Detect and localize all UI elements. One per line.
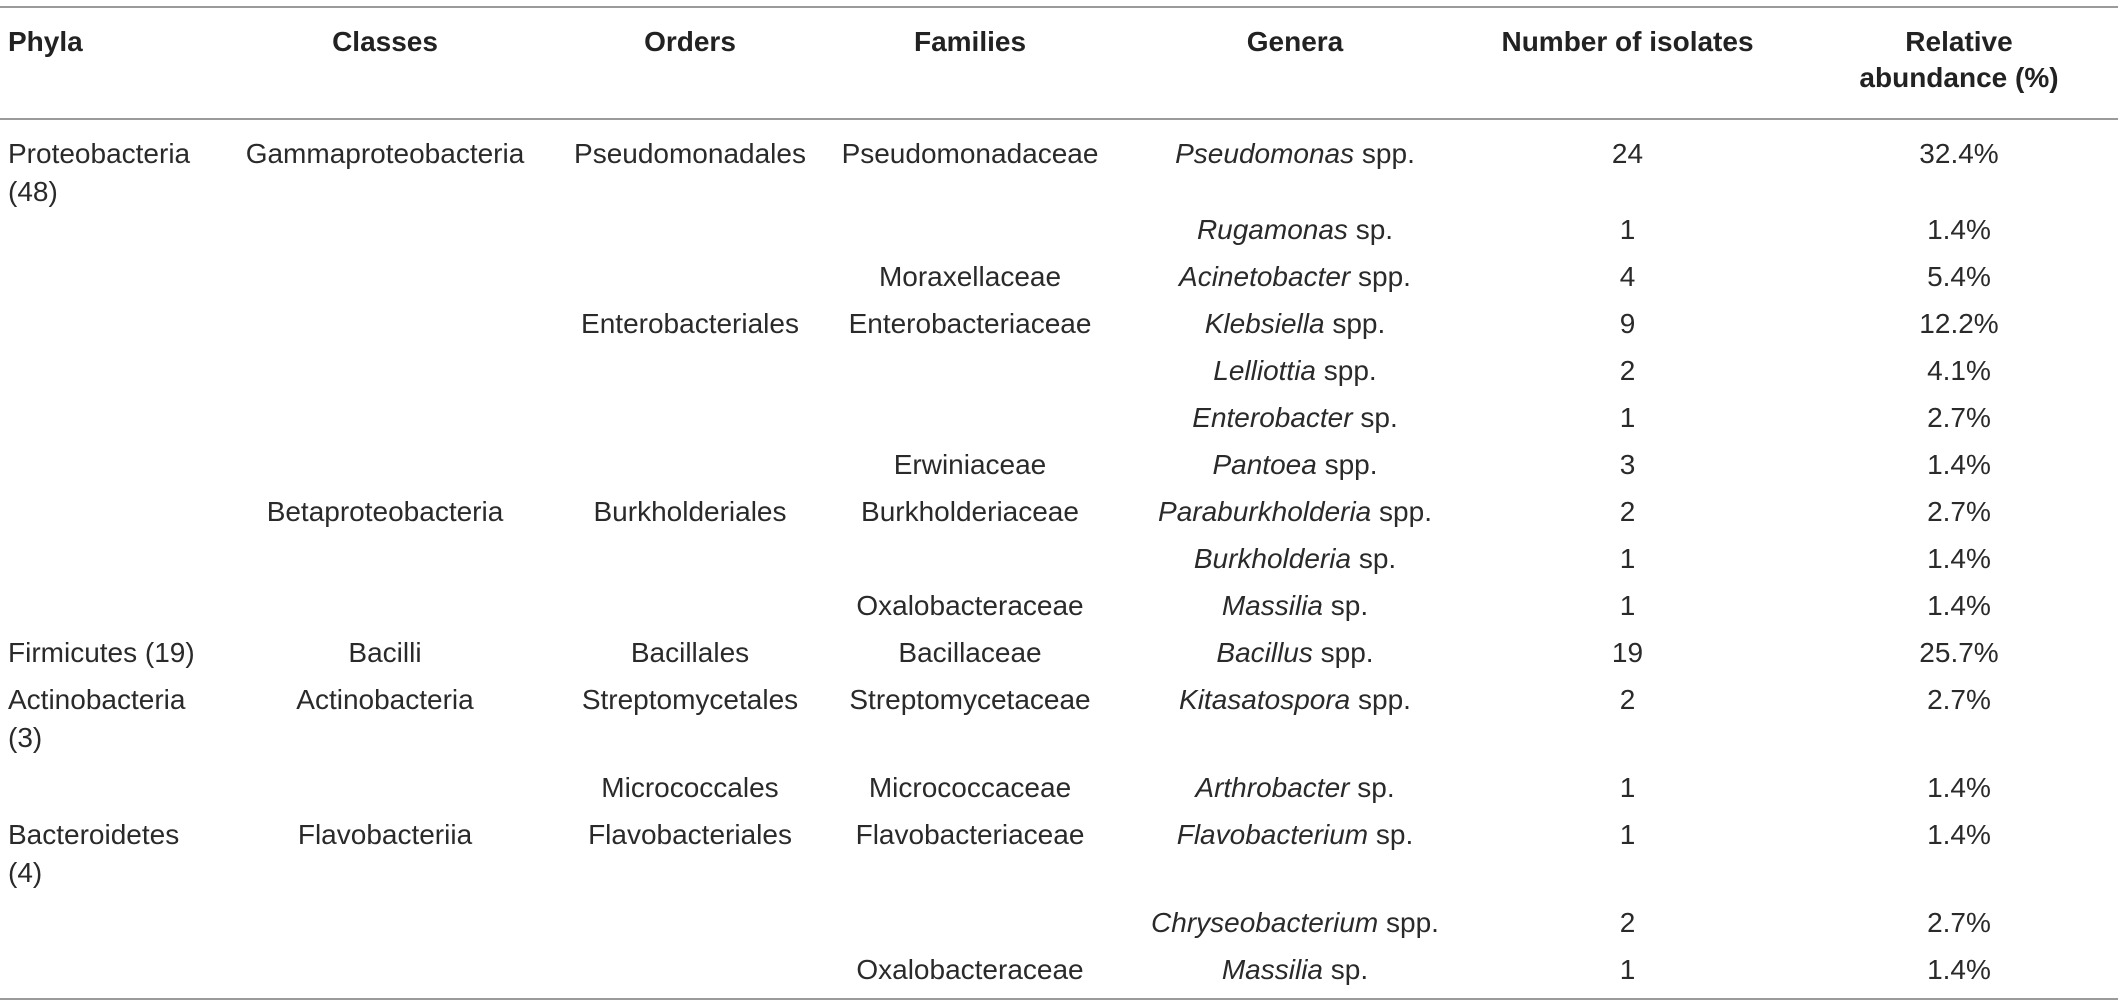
cell-abundance: 1.4% bbox=[1927, 590, 1991, 621]
cell-abundance: 2.7% bbox=[1927, 496, 1991, 527]
cell-abundance: 1.4% bbox=[1927, 819, 1991, 850]
cell-phylum bbox=[0, 769, 215, 816]
cell-genus bbox=[1115, 769, 1475, 816]
cell-order bbox=[555, 951, 825, 999]
genus-space bbox=[1317, 449, 1325, 480]
species-suffix: sp. bbox=[1330, 590, 1369, 621]
table-row bbox=[0, 681, 2118, 769]
genus-name: Burkholderia bbox=[1193, 543, 1352, 574]
cell-class bbox=[215, 399, 555, 446]
cell-order bbox=[555, 399, 825, 446]
species-suffix: spp. bbox=[1386, 907, 1439, 938]
cell-abundance: 1.4% bbox=[1927, 449, 1991, 480]
cell-phylum bbox=[0, 951, 215, 999]
species-suffix: spp. bbox=[1320, 637, 1374, 668]
cell-phylum bbox=[0, 211, 215, 258]
genus-name: Rugamonas bbox=[1196, 214, 1348, 245]
cell-isolates: 1 bbox=[1619, 954, 1636, 985]
cell-phylum bbox=[0, 587, 215, 634]
taxonomy-table bbox=[0, 6, 2118, 1000]
cell-phylum bbox=[0, 540, 215, 587]
genus-name: Kitasatospora bbox=[1179, 684, 1351, 715]
cell-isolates: 1 bbox=[1619, 543, 1636, 574]
cell-family bbox=[825, 904, 1115, 951]
cell-order bbox=[555, 904, 825, 951]
genus-name: Pantoea bbox=[1212, 449, 1317, 480]
genus-name: Massilia bbox=[1221, 954, 1323, 985]
cell-class bbox=[215, 446, 555, 493]
cell-abundance: 25.7% bbox=[1919, 637, 1999, 668]
species-suffix: spp. bbox=[1323, 355, 1377, 386]
cell-order bbox=[555, 211, 825, 258]
table-row bbox=[0, 305, 2118, 352]
cell-family bbox=[825, 211, 1115, 258]
species-suffix: sp. bbox=[1357, 772, 1395, 803]
species-suffix: spp. bbox=[1358, 684, 1411, 715]
cell-class bbox=[215, 211, 555, 258]
cell-isolates: 4 bbox=[1619, 261, 1636, 292]
cell-phylum bbox=[0, 305, 215, 352]
cell-genus bbox=[1115, 399, 1475, 446]
cell-family: Flavobacteriaceae bbox=[855, 819, 1085, 850]
cell-family: Micrococcaceae bbox=[868, 772, 1072, 803]
cell-family: Enterobacteriaceae bbox=[848, 308, 1092, 339]
cell-genus bbox=[1115, 211, 1475, 258]
cell-isolates: 2 bbox=[1619, 907, 1636, 938]
cell-genus bbox=[1115, 540, 1475, 587]
cell-order bbox=[555, 540, 825, 587]
table-row bbox=[0, 816, 2118, 904]
table-row bbox=[0, 352, 2118, 399]
genus-space bbox=[1378, 907, 1386, 938]
cell-class: Flavobacteriia bbox=[297, 819, 473, 850]
cell-order bbox=[555, 446, 825, 493]
table-row bbox=[0, 399, 2118, 446]
genus-space bbox=[1316, 355, 1324, 386]
cell-isolates: 9 bbox=[1619, 308, 1636, 339]
table-row bbox=[0, 904, 2118, 951]
cell-class bbox=[215, 540, 555, 587]
cell-phylum bbox=[0, 904, 215, 951]
cell-phylum bbox=[0, 493, 215, 540]
cell-isolates: 3 bbox=[1619, 449, 1636, 480]
cell-order: Enterobacteriales bbox=[581, 308, 799, 339]
genus-name: Acinetobacter bbox=[1179, 261, 1351, 292]
genus-name: Pseudomonas bbox=[1175, 138, 1355, 169]
cell-class: Bacilli bbox=[348, 637, 422, 668]
cell-phylum: Proteobacteria (48) bbox=[8, 138, 191, 207]
cell-family: Moraxellaceae bbox=[878, 261, 1062, 292]
cell-abundance: 1.4% bbox=[1927, 214, 1991, 245]
cell-phylum: Bacteroidetes (4) bbox=[8, 819, 180, 888]
cell-class bbox=[215, 305, 555, 352]
table-row bbox=[0, 446, 2118, 493]
species-suffix: spp. bbox=[1332, 308, 1386, 339]
cell-family: Erwiniaceae bbox=[893, 449, 1047, 480]
cell-order bbox=[555, 587, 825, 634]
cell-order: Streptomycetales bbox=[581, 684, 799, 715]
genus-space bbox=[1350, 684, 1358, 715]
cell-genus bbox=[1115, 951, 1475, 999]
cell-family: Oxalobacteraceae bbox=[856, 590, 1084, 621]
cell-genus bbox=[1115, 305, 1475, 352]
cell-abundance: 32.4% bbox=[1919, 138, 1999, 169]
header-families: Families bbox=[913, 26, 1027, 57]
cell-genus bbox=[1115, 587, 1475, 634]
species-suffix: sp. bbox=[1330, 954, 1369, 985]
species-suffix: sp. bbox=[1360, 402, 1398, 433]
cell-phylum bbox=[0, 399, 215, 446]
cell-abundance: 12.2% bbox=[1919, 308, 1999, 339]
genus-space bbox=[1351, 543, 1359, 574]
cell-class bbox=[215, 258, 555, 305]
header-abundance: Relative abundance (%) bbox=[1859, 26, 2059, 93]
cell-order bbox=[555, 352, 825, 399]
cell-family: Streptomycetaceae bbox=[849, 684, 1091, 715]
genus-name: Massilia bbox=[1221, 590, 1323, 621]
table-row bbox=[0, 769, 2118, 816]
species-suffix: sp. bbox=[1355, 214, 1394, 245]
header-phyla: Phyla bbox=[8, 26, 83, 57]
species-suffix: sp. bbox=[1358, 543, 1397, 574]
cell-class bbox=[215, 904, 555, 951]
cell-isolates: 1 bbox=[1619, 772, 1636, 803]
genus-space bbox=[1348, 214, 1356, 245]
cell-class bbox=[215, 352, 555, 399]
genus-space bbox=[1354, 138, 1362, 169]
cell-genus bbox=[1115, 904, 1475, 951]
species-suffix: spp. bbox=[1379, 496, 1432, 527]
cell-family: Burkholderiaceae bbox=[861, 496, 1079, 527]
table-row bbox=[0, 493, 2118, 540]
cell-abundance: 2.7% bbox=[1927, 684, 1991, 715]
genus-name: Enterobacter bbox=[1192, 402, 1353, 433]
cell-genus bbox=[1115, 352, 1475, 399]
cell-order: Micrococcales bbox=[601, 772, 779, 803]
cell-abundance: 4.1% bbox=[1927, 355, 1991, 386]
species-suffix: spp. bbox=[1324, 449, 1378, 480]
cell-phylum bbox=[0, 352, 215, 399]
genus-name: Arthrobacter bbox=[1195, 772, 1350, 803]
genus-name: Flavobacterium bbox=[1176, 819, 1369, 850]
table-row bbox=[0, 211, 2118, 258]
cell-genus bbox=[1115, 493, 1475, 540]
cell-family: Pseudomonadaceae bbox=[841, 138, 1099, 169]
cell-genus bbox=[1115, 634, 1475, 681]
cell-isolates: 1 bbox=[1619, 214, 1636, 245]
cell-class: Betaproteobacteria bbox=[266, 496, 504, 527]
species-suffix: spp. bbox=[1358, 261, 1411, 292]
header-genera: Genera bbox=[1246, 26, 1344, 57]
cell-class bbox=[215, 587, 555, 634]
cell-class: Actinobacteria bbox=[296, 684, 474, 715]
genus-name: Chryseobacterium bbox=[1151, 907, 1379, 938]
table-row bbox=[0, 634, 2118, 681]
genus-space bbox=[1368, 819, 1376, 850]
species-suffix: spp. bbox=[1361, 138, 1415, 169]
cell-genus bbox=[1115, 258, 1475, 305]
cell-family bbox=[825, 540, 1115, 587]
species-suffix: sp. bbox=[1375, 819, 1414, 850]
cell-isolates: 1 bbox=[1619, 402, 1636, 433]
cell-family bbox=[825, 352, 1115, 399]
cell-phylum bbox=[0, 258, 215, 305]
cell-order: Bacillales bbox=[630, 637, 750, 668]
table-row bbox=[0, 587, 2118, 634]
cell-isolates: 24 bbox=[1611, 138, 1644, 169]
cell-isolates: 2 bbox=[1619, 496, 1636, 527]
cell-class bbox=[215, 951, 555, 999]
cell-phylum bbox=[0, 446, 215, 493]
genus-name: Paraburkholderia bbox=[1158, 496, 1372, 527]
table-row bbox=[0, 119, 2118, 211]
header-classes: Classes bbox=[332, 26, 438, 57]
cell-family: Bacillaceae bbox=[898, 637, 1042, 668]
genus-space bbox=[1350, 261, 1358, 292]
cell-abundance: 1.4% bbox=[1927, 543, 1991, 574]
cell-genus bbox=[1115, 816, 1475, 904]
genus-space bbox=[1313, 637, 1321, 668]
table-row bbox=[0, 258, 2118, 305]
table-row bbox=[0, 951, 2118, 999]
cell-family: Oxalobacteraceae bbox=[856, 954, 1084, 985]
genus-space bbox=[1371, 496, 1379, 527]
cell-phylum: Actinobacteria (3) bbox=[8, 684, 186, 753]
cell-genus bbox=[1115, 446, 1475, 493]
cell-family bbox=[825, 399, 1115, 446]
cell-phylum: Firmicutes (19) bbox=[8, 637, 195, 668]
genus-name: Lelliottia bbox=[1213, 355, 1316, 386]
cell-order: Pseudomonadales bbox=[574, 138, 806, 169]
table-row bbox=[0, 540, 2118, 587]
cell-isolates: 19 bbox=[1611, 637, 1644, 668]
cell-genus bbox=[1115, 681, 1475, 769]
genus-name: Klebsiella bbox=[1204, 308, 1325, 339]
genus-name: Bacillus bbox=[1216, 637, 1313, 668]
cell-order: Flavobacteriales bbox=[588, 819, 792, 850]
cell-class: Gammaproteobacteria bbox=[245, 138, 525, 169]
header-row bbox=[0, 7, 2118, 119]
cell-order: Burkholderiales bbox=[593, 496, 787, 527]
cell-isolates: 1 bbox=[1619, 590, 1636, 621]
cell-abundance: 1.4% bbox=[1927, 772, 1991, 803]
cell-abundance: 2.7% bbox=[1927, 907, 1991, 938]
cell-genus bbox=[1115, 119, 1475, 211]
genus-space bbox=[1323, 590, 1331, 621]
cell-class bbox=[215, 769, 555, 816]
header-isolates: Number of isolates bbox=[1501, 26, 1754, 57]
cell-abundance: 5.4% bbox=[1927, 261, 1991, 292]
cell-order bbox=[555, 258, 825, 305]
genus-space bbox=[1323, 954, 1331, 985]
cell-isolates: 2 bbox=[1619, 684, 1636, 715]
header-orders: Orders bbox=[644, 26, 736, 57]
cell-isolates: 2 bbox=[1619, 355, 1636, 386]
cell-isolates: 1 bbox=[1619, 819, 1636, 850]
cell-abundance: 2.7% bbox=[1927, 402, 1991, 433]
cell-abundance: 1.4% bbox=[1927, 954, 1991, 985]
